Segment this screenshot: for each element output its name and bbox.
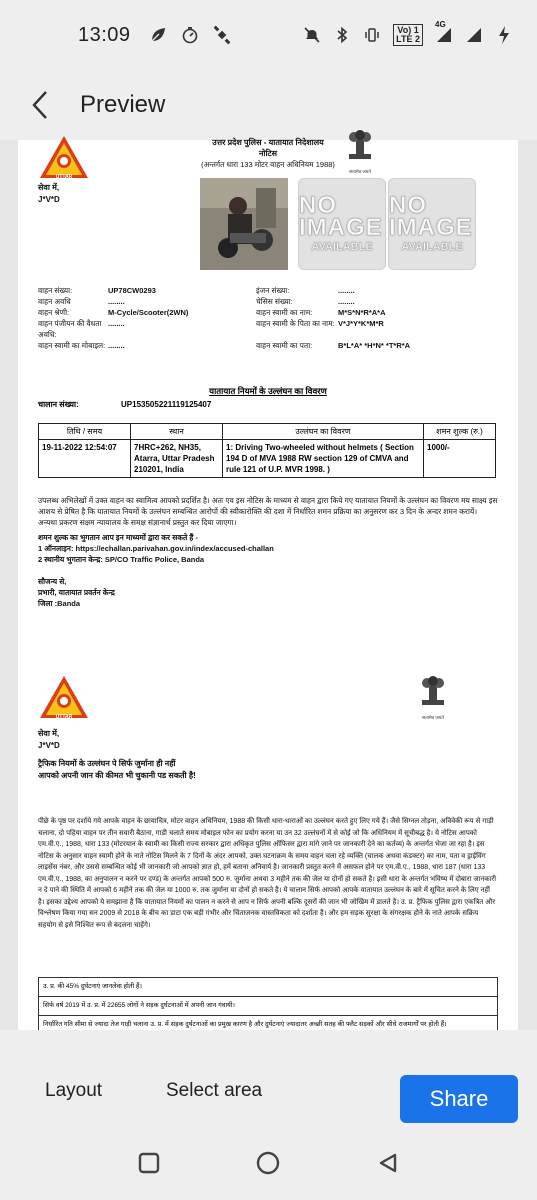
logo-text: UTTAR PRADESH (51, 174, 77, 186)
bottom-action-bar (0, 1030, 537, 1130)
slogan-line-2: आपको अपनी जान की कीमत भी चुकानी पड सकती है! (38, 771, 196, 780)
select-area-button[interactable]: Select area (166, 1080, 263, 1101)
sign-officer: प्रभारी, यातायात प्रवर्तन केन्द्र (38, 588, 115, 597)
violation-datetime: 19-11-2022 12:54:07 (39, 440, 131, 478)
status-system-icons (303, 20, 513, 46)
mute-icon (303, 26, 321, 44)
no-image-small-text: AVAILABLE (401, 241, 463, 253)
field-row (256, 307, 496, 318)
statistics-row: सिर्फ वर्ष 2019 में उ. प्र. में 22655 लोगों ने सड़क दुर्घटनाओं में अपनी जान गंवायी। (38, 996, 498, 1016)
no-image-placeholder (388, 178, 476, 270)
payment-title: शमन शुल्क का भुगतान आप इन माध्यमों द्वारा कर सकते हैं - (38, 533, 198, 542)
addressee-name: J*V*D (38, 195, 60, 204)
field-row (256, 296, 496, 307)
vibrate-icon (363, 26, 381, 44)
field-label: वाहन स्वामी का मोबाइल: (38, 341, 106, 350)
table-header: उल्लंघन का विवरण (223, 424, 424, 440)
field-row (38, 340, 258, 362)
field-value: ........ (108, 297, 125, 306)
field-row (38, 318, 258, 340)
table-header: स्थान (131, 424, 223, 440)
timer-icon (181, 26, 199, 44)
addressee (38, 728, 60, 752)
field-value: UP78CW0293 (108, 286, 156, 295)
statistics-row: उ. प्र. की 45% दुर्घटनाएं जानलेवा होती हैं। (38, 977, 498, 997)
header-line-1: उत्तर प्रदेश पुलिस - यातायात निदेशालय (212, 138, 324, 147)
signal-4g-icon: 4G (435, 26, 453, 44)
emblem-caption: सत्यमेव जयते (422, 715, 444, 720)
document-page (18, 140, 518, 1040)
layout-button[interactable]: Layout (45, 1080, 103, 1101)
sign-district: जिला :Banda (38, 599, 81, 608)
field-label: इंजन संख्या: (256, 286, 290, 295)
sign-courtesy: सौजन्य से, (38, 577, 67, 586)
addressee-salute: सेवा में, (38, 729, 60, 738)
no-image-big-text: NO IMAGE (389, 192, 473, 241)
statistics-row: निर्धारित गति सीमा से ज्यादा तेज गाड़ी चलाना उ. प्र. में सड़क दुर्घटनाओं का प्रमुख कारण है और दुर्घटनाएं ज्यादातर अच्छी सतह की फ्लैट सड़कों और सीधे राजमार्गों पर होती हैं। (38, 1015, 498, 1035)
table-header: तिथि / समय (39, 424, 131, 440)
home-icon (256, 1151, 280, 1175)
signal-icon (465, 26, 483, 44)
field-value: M-Cycle/Scooter(2WN) (108, 308, 189, 317)
field-row (256, 340, 496, 362)
share-button[interactable]: Share (400, 1075, 518, 1123)
no-image-placeholder (298, 178, 386, 270)
home-button[interactable] (256, 1151, 280, 1180)
bluetooth-icon (333, 26, 351, 44)
violation-fee: 1000/- (424, 440, 496, 478)
back-triangle-icon (377, 1152, 399, 1174)
payment-info (38, 532, 498, 565)
page2-paragraph: पीछे के पृष्ठ पर दर्शाये गये आपके वाहन के छायाचित्र, मोटर वाहन अधिनियम, 1988 की किसी धारा-धाराओं का उल्लंघन करते हुए लिए गये हैं। जैसे सिग्नल तोड़ना, अविवेकी रूप से गाड़ी चलाना, दो पहिया वाहन पर तीन सवारी बैठाना, गाडी चलाते समय मोबाइल फोन का प्रयोग करना या उन 32 उल्लंघनों में से कोई जो कि अधिनियम में सूचीबद्ध है। ये नोटिस आपको एम.वी.ए., 1988, धारा 133 (मोटरयान के स्वामी का किसी राज्य सरकार द्वारा अधिकृत पुलिस ऑफिसर द्वारा मांगे जाने पर जानकारी देने का कर्तव्य) के अन्तर्गत भेजा जा रहा है। इस नोटिस के अनुसार वाहन स्वामी होने के नाते नोटिस मिलने के 7 दिनों के अंदर आपको, उक्त घटनाक्रम के समय वाहन चला रहे व्यक्ति (चालक अथवा कंडक्टर) का नाम, पता व ड्राईविंग लाइसेंस नंबर, और उससे सम्बन्धित कोई भी जानकारी जो आपको ज्ञात हो, हमें बताना अनिवार्य है। जानकारी प्रस्तुत करने में असफल होने पर एम.वी.ए., 1988, धारा 187 (धारा 133 एम.वी.ए., 1988, का अनुपालन न करने पर दण्ड) के अन्तर्गत आपको 500 रु. जुर्माना अथवा 3 महीने तक की जेल या दोनों हो सकते है। इसी धारा के अन्तर्गत भविष्य में दोबारा जानकारी न दे पाने की स्थिति में आपको 6 महीने तक की जेल या 1000 रु. तक जुर्माना या दोनों हो सकते है। ये चालान सिर्फ आपको आपके यातायात उल्लंघन के बारे में सूचित करने के लिए नहीं है। इसका उद्देश्य आपको ये समझाना है कि यातायात नियमों का पालन न करने से आप न सिर्फ अपनी बल्कि दूसरों की जान भी जोखिम में डालते है। उ. प्र. ट्रैफिक पुलिस द्वारा एकत्रित और विश्लेषण किया गया सन 2009 से 2018 के बीच का डाटा एक बड़ी गंभीर और चिंताजनक वास्तविकता को दर्शाता है। और हम सड़क सुरक्षा के संगरक्षक होने के नाते आपके सक्रिय सहयोग से इसे निश्चित रूप से बदलना चाहेंगे। (38, 818, 497, 929)
field-row (256, 285, 496, 296)
header-line-3: (अन्तर्गत धारा 133 मोटर वाहन अधिनियम 1988) (201, 160, 335, 169)
page-title: Preview (80, 91, 166, 118)
field-value: ........ (108, 319, 125, 328)
field-label: वाहन संख्या: (38, 286, 73, 295)
status-time: 13:09 (78, 23, 131, 46)
violation-place: 7HRC+262, NH35, Atarra, Uttar Pradesh 210201, India (131, 440, 223, 478)
addressee-name: J*V*D (38, 741, 60, 750)
field-value: ........ (338, 297, 355, 306)
field-value: ........ (108, 341, 125, 350)
back-nav-button[interactable] (377, 1152, 399, 1179)
challan-number: UP153505221119125407 (121, 400, 212, 409)
addressee (38, 182, 60, 206)
violation-table (38, 423, 496, 478)
challan-number-row (38, 399, 211, 410)
table-header: शमन शुल्क (रु.) (424, 424, 496, 440)
table-row (39, 440, 496, 478)
table-header-row (39, 424, 496, 440)
vehicle-photo (200, 178, 288, 270)
field-label: वाहन अवधि (38, 297, 71, 306)
field-row (38, 296, 258, 307)
field-row (38, 307, 258, 318)
safety-slogan (38, 758, 196, 782)
field-value: M*S*N*R*A*A (338, 308, 386, 317)
header-line-2: नोटिस (258, 149, 278, 158)
vehicle-fields-left (38, 285, 258, 362)
back-arrow-icon (30, 90, 50, 120)
vehicle-fields-right (256, 285, 496, 362)
up-police-logo (38, 134, 90, 186)
volte-indicator: Vo) 1 LTE 2 (393, 24, 423, 46)
no-image-big-text: NO IMAGE (299, 192, 383, 241)
payment-local: 2 स्थानीय भुगतान केन्द्र: SP/CO Traffic Police, Banda (38, 555, 205, 564)
field-value: V*J*Y*K*M*R (338, 319, 384, 328)
field-label: वाहन पंजीयन की वैधता अवधि: (38, 319, 102, 339)
document-preview[interactable] (0, 140, 537, 1030)
violation-description: 1: Driving Two-wheeled without helmets ( Section 194 D of MVA 1988 RW section 129 of CMVA and rule 121 of U.P. MVR 1998. ) (223, 440, 424, 478)
field-row (38, 285, 258, 296)
field-value: ........ (338, 286, 355, 295)
satellite-icon (213, 26, 231, 44)
national-emblem (340, 128, 380, 174)
emblem-caption: सत्यमेव जयते (349, 169, 371, 174)
payment-online: 1 ऑनलाइन: https://echallan.parivahan.gov.in/index/accused-challan (38, 544, 274, 553)
back-button[interactable] (0, 70, 80, 140)
status-notification-icons (149, 26, 231, 44)
violation-section-title: यातायात नियमों के उल्लंघन का विवरण (209, 386, 327, 396)
system-nav-bar (0, 1130, 537, 1200)
logo-text: UTTAR PRADESH (51, 714, 77, 726)
recents-icon (138, 1152, 160, 1174)
field-value: B*L*A* *H*N* *T*R*A (338, 341, 411, 350)
field-label: वाहन स्वामी का पता: (256, 341, 313, 350)
status-bar (0, 0, 537, 70)
field-label: वाहन श्रेणी: (38, 308, 70, 317)
slogan-line-1: ट्रैफिक नियमों के उल्लंघन पे सिर्फ जुर्माना ही नहीं (38, 759, 176, 768)
notice-header (18, 137, 518, 170)
no-image-small-text: AVAILABLE (311, 241, 373, 253)
battery-charging-icon (495, 26, 513, 44)
recents-button[interactable] (138, 1152, 160, 1179)
app-bar (0, 70, 537, 140)
field-label: वाहन स्वामी के पिता का नाम: (256, 319, 335, 328)
leaf-icon (149, 26, 167, 44)
national-emblem (413, 674, 453, 720)
field-label: वाहन स्वामी का नाम: (256, 308, 313, 317)
field-label: चेसिस संख्या: (256, 297, 293, 306)
notice-paragraph: उपलब्ध अभिलेखों में उक्त वाहन का स्वामित्व आपको प्रदर्शित है। अतः एव इस नोटिस के माध्यम से वाहन द्वारा किये गए यातायात नियमों के उल्लंघन का विवरण मय साक्ष्य इस आशय से प्रेषित है कि यातायात नियमों के उल्लंघन सम्बन्धित आरोपों की स्वीकारोक्ति की दशा में निर्धारित शमन प्रक्रिया का अनुसरण कर 3 दिन के अन्दर शमन करायें। अन्यथा प्रकरण सक्षम न्यायालय के समक्ष संज्ञानार्थ प्रस्तुत कर दिया जाएगा। (38, 496, 498, 527)
challan-label: चालान संख्या: (38, 400, 79, 409)
signature-block (38, 576, 498, 609)
field-row (256, 318, 496, 340)
up-police-logo (38, 674, 90, 726)
addressee-salute: सेवा में, (38, 183, 60, 192)
